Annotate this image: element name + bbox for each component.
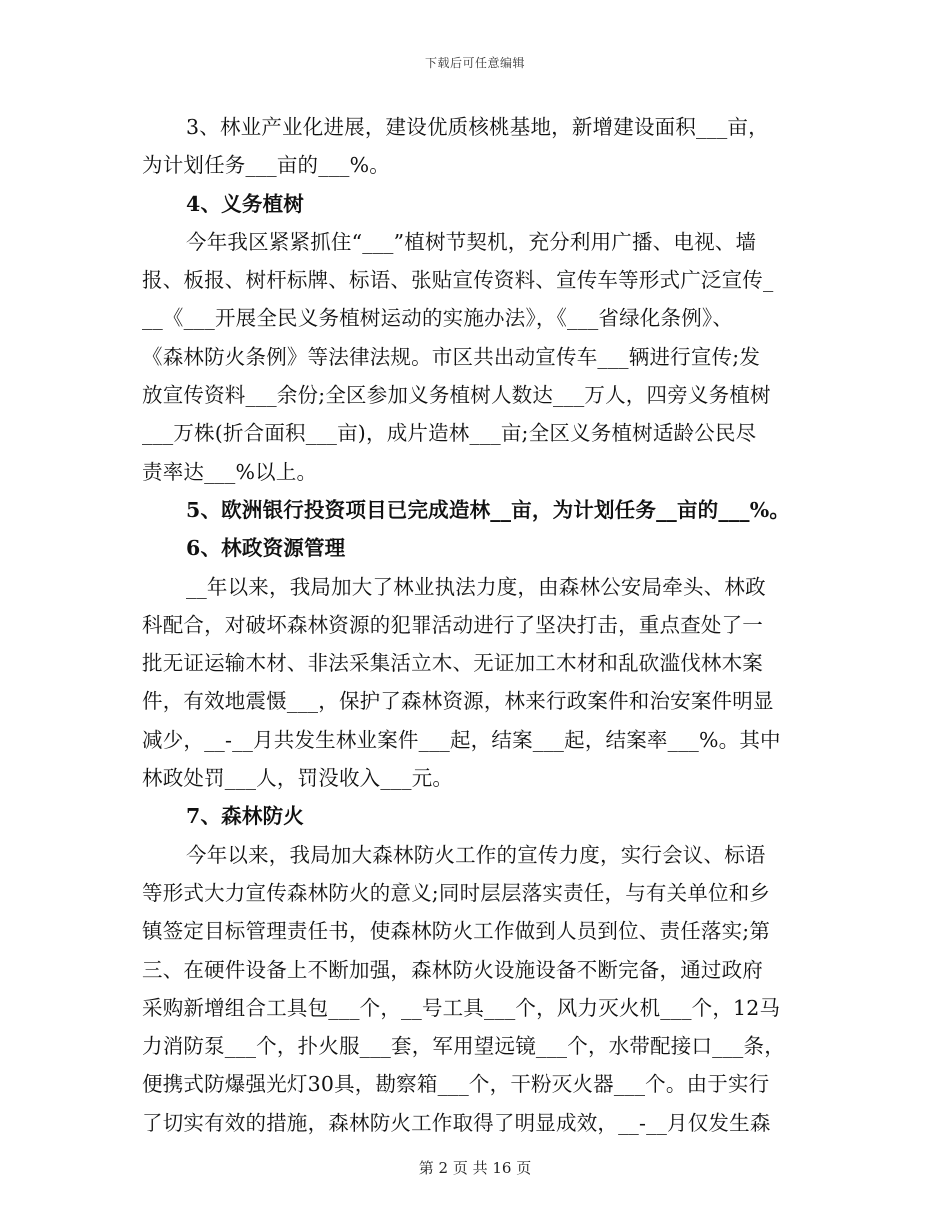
paragraph-line: 3、林业产业化进展，建设优质核桃基地，新增建设面积___亩，	[186, 115, 769, 139]
paragraph-line: 放宣传资料___余份;全区参加义务植树人数达___万人，四旁义务植树	[142, 383, 771, 408]
paragraph-line: 林政处罚___人，罚没收入___元。	[142, 766, 454, 791]
paragraph-line: 等形式大力宣传森林防火的意义;同时层层落实责任，与有关单位和乡	[142, 880, 771, 905]
paragraph-line: __《___开展全民义务植树运动的实施办法》，《___省绿化条例》、	[142, 306, 734, 331]
section-heading: 4、义务植树	[186, 191, 304, 216]
paragraph-line: 报、板报、树杆标牌、标语、张贴宣传资料、宣传车等形式广泛宣传_	[142, 268, 774, 293]
paragraph-line: 件，有效地震慑___，保护了森林资源，林来行政案件和治安案件明显	[142, 689, 774, 714]
paragraph-line: 批无证运输木材、非法采集活立木、无证加工木材和乱砍滥伐林木案	[142, 651, 763, 676]
paragraph-line: __年以来，我局加大了林业执法力度，由森林公安局牵头、林政	[186, 574, 766, 599]
paragraph-line: 为计划任务___亩的___%。	[142, 153, 390, 178]
paragraph-line: 今年我区紧紧抓住“___”植树节契机，充分利用广播、电视、墙	[186, 229, 757, 254]
paragraph-line: 科配合，对破坏森林资源的犯罪活动进行了坚决打击，重点查处了一	[142, 612, 763, 637]
document-body	[142, 108, 806, 1142]
paragraph-line: 减少，__-__月共发生林业案件___起，结案___起，结案率___%。其中	[142, 727, 781, 752]
paragraph-line: 力消防泵___个，扑火服___套，军用望远镜___个，水带配接口___条，	[142, 1034, 785, 1059]
section-heading: 5、欧洲银行投资项目已完成造林__亩，为计划任务__亩的___%。	[186, 497, 791, 522]
paragraph-line: 今年以来，我局加大森林防火工作的宣传力度，实行会议、标语	[186, 842, 766, 867]
page-number: 第 2 页 共 16 页	[418, 1159, 532, 1177]
page-header: 下载后可任意编辑	[424, 56, 525, 70]
paragraph-line: 了切实有效的措施，森林防火工作取得了明显成效，__-__月仅发生森	[142, 1110, 771, 1135]
section-heading: 7、森林防火	[186, 804, 304, 829]
paragraph-line: 镇签定目标管理责任书，使森林防火工作做到人员到位、责任落实;第	[142, 919, 771, 944]
paragraph-line: 便携式防爆强光灯30具，勘察箱___个，干粉灭火器___个。由于实行	[142, 1072, 770, 1097]
paragraph-line: 采购新增组合工具包___个，__号工具___个，风力灭火机___个，12马	[142, 995, 781, 1020]
paragraph-line: 《森林防火条例》等法律法规。市区共出动宣传车___辆进行宣传;发	[142, 344, 761, 369]
paragraph-line: ___万株(折合面积___亩)，成片造林___亩;全区义务植树适龄公民尽	[142, 421, 757, 446]
section-heading: 6、林政资源管理	[186, 536, 346, 561]
paragraph-line: 三、在硬件设备上不断加强，森林防火设施设备不断完备，通过政府	[142, 957, 763, 982]
paragraph-line: 责率达___%以上。	[142, 459, 318, 484]
